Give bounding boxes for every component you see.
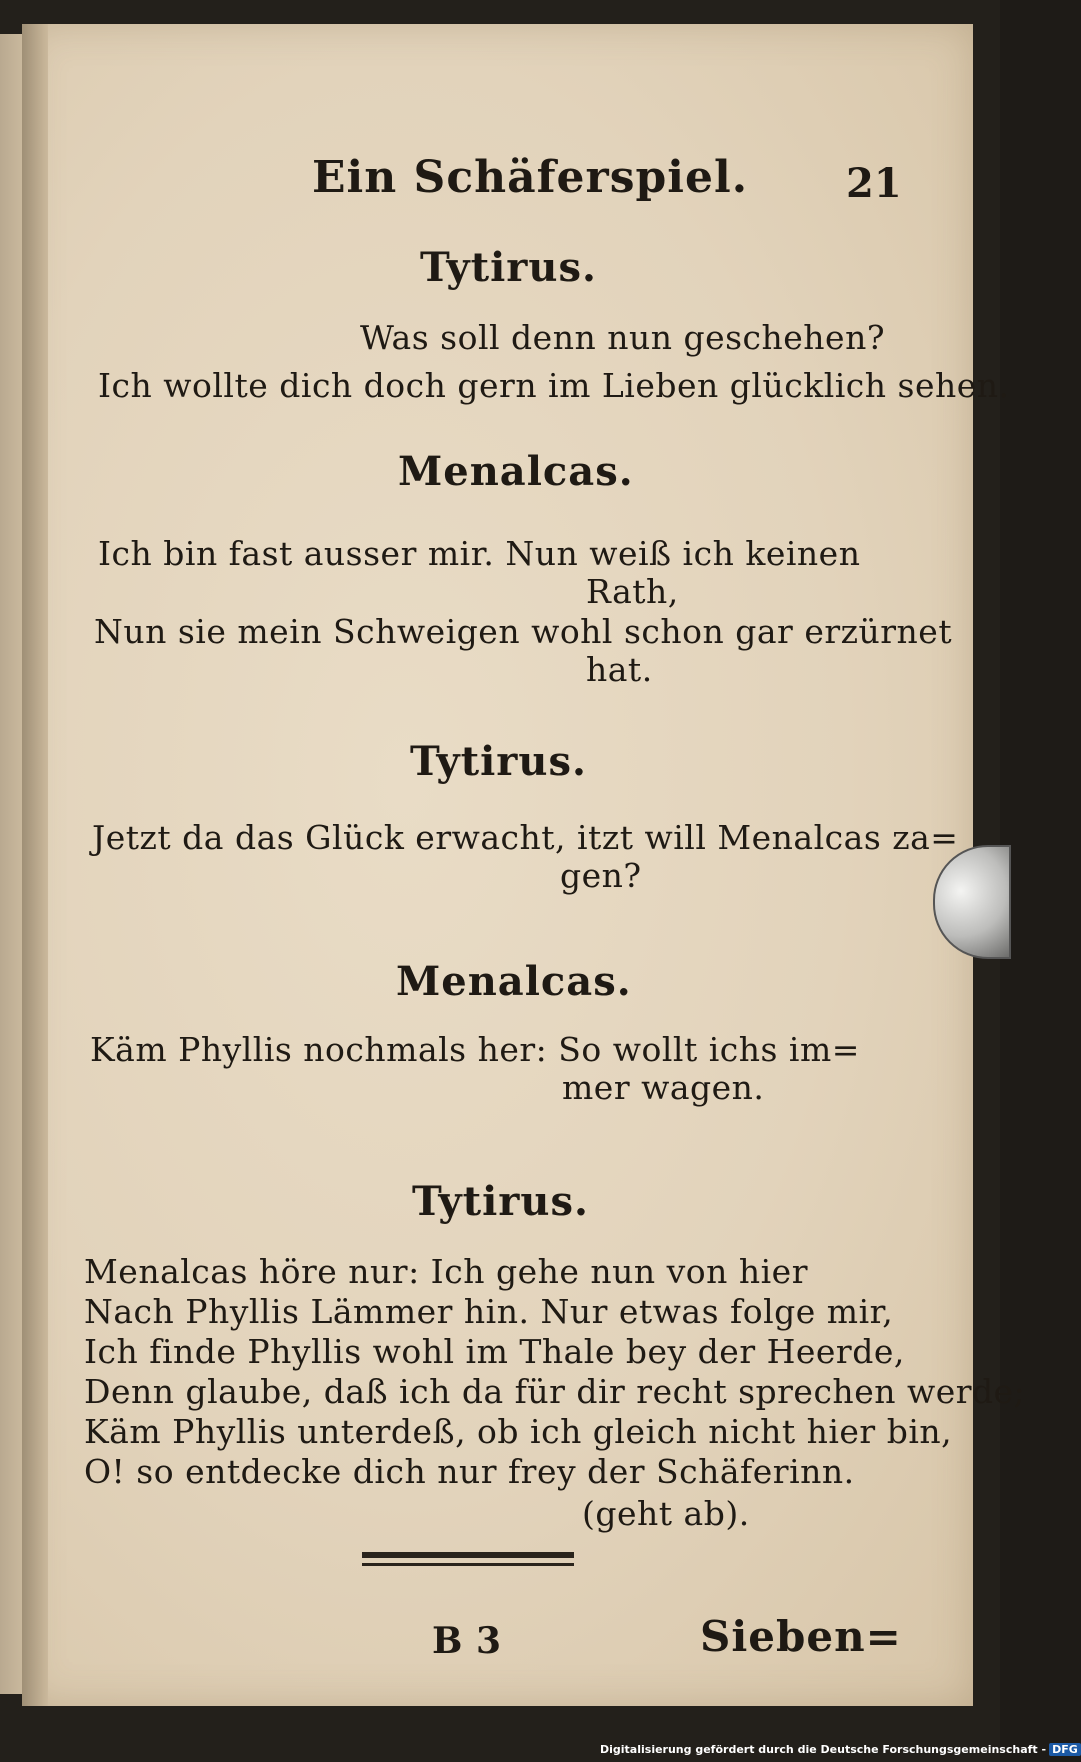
verse-line: Käm Phyllis nochmals her: So wollt ichs im= bbox=[90, 1030, 860, 1069]
dfg-logo: DFG bbox=[1049, 1743, 1081, 1756]
speaker-name: Tytirus. bbox=[412, 1178, 589, 1225]
verse-line: mer wagen. bbox=[562, 1068, 765, 1107]
verse-line: gen? bbox=[560, 856, 642, 895]
stage-direction: (geht ab). bbox=[582, 1494, 750, 1533]
page-gutter bbox=[22, 24, 48, 1706]
verse-line: Menalcas höre nur: Ich gehe nun von hier bbox=[84, 1252, 808, 1291]
speaker-name: Menalcas. bbox=[398, 448, 634, 495]
verse-line: Nach Phyllis Lämmer hin. Nur etwas folge mir, bbox=[84, 1292, 894, 1331]
verse-line: Ich wollte dich doch gern im Lieben glücklich sehen. bbox=[98, 366, 1010, 405]
page-number: 21 bbox=[846, 160, 902, 207]
verse-line: O! so entdecke dich nur frey der Schäferinn. bbox=[84, 1452, 855, 1491]
verse-line: hat. bbox=[586, 650, 653, 689]
digitization-credit bbox=[600, 1743, 1081, 1756]
catchword: Sieben= bbox=[700, 1612, 902, 1661]
double-rule-thin bbox=[362, 1563, 574, 1566]
verse-line: Denn glaube, daß ich da für dir recht sprechen werde; bbox=[84, 1372, 1026, 1411]
verse-line: Nun sie mein Schweigen wohl schon gar erzürnet bbox=[94, 612, 953, 651]
verse-line: Käm Phyllis unterdeß, ob ich gleich nicht hier bin, bbox=[84, 1412, 953, 1451]
speaker-name: Tytirus. bbox=[410, 738, 587, 785]
verse-line: Was soll denn nun geschehen? bbox=[360, 318, 886, 357]
speaker-name: Tytirus. bbox=[420, 244, 597, 291]
signature-mark: B 3 bbox=[432, 1620, 502, 1662]
verse-line: Ich bin fast ausser mir. Nun weiß ich keinen bbox=[98, 534, 861, 573]
verse-line: Jetzt da das Glück erwacht, itzt will Menalcas za= bbox=[92, 818, 959, 857]
verse-line: Rath, bbox=[586, 572, 679, 611]
running-head: Ein Schäferspiel. bbox=[312, 152, 749, 203]
double-rule-thick bbox=[362, 1552, 574, 1558]
verse-line: Ich finde Phyllis wohl im Thale bey der Heerde, bbox=[84, 1332, 905, 1371]
speaker-name: Menalcas. bbox=[396, 958, 632, 1005]
credit-text: Digitalisierung gefördert durch die Deutsche Forschungsgemeinschaft - bbox=[600, 1743, 1047, 1756]
